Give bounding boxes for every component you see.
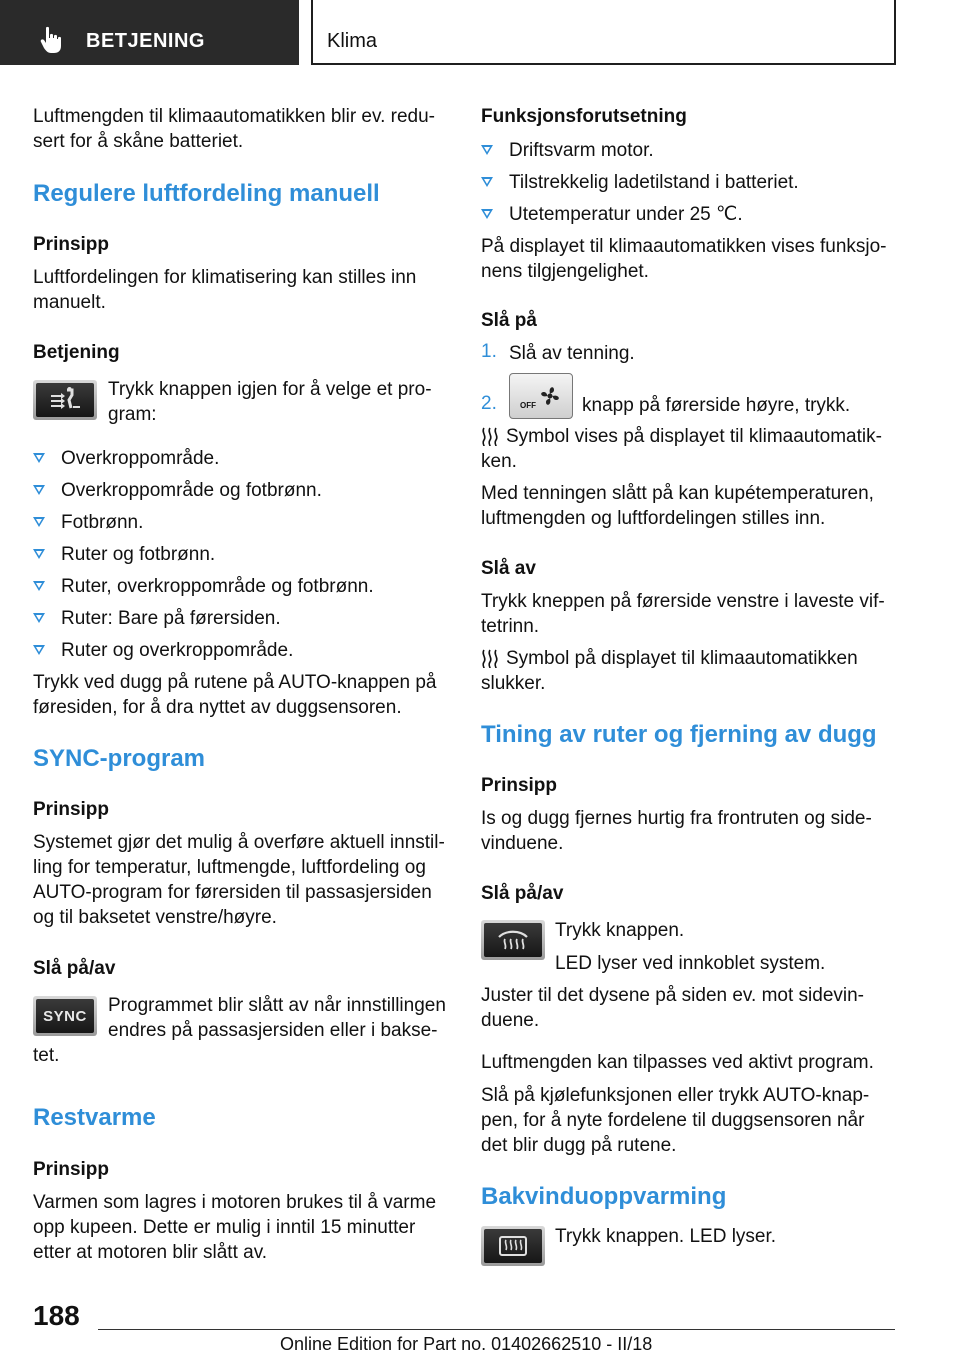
defrost-paragraph-2: Luftmengden kan tilpasses ved aktivt program. (481, 1052, 874, 1073)
step-text: Slå av tenning. (509, 343, 635, 364)
bullet-triangle-icon (33, 485, 45, 495)
section-title-restvarme: Restvarme (33, 1104, 156, 1131)
bullet-triangle-icon (33, 517, 45, 527)
front-defrost-icon (496, 927, 530, 953)
step-number: 2. (481, 393, 497, 414)
subheading-sla-pa-av: Slå på/av (33, 958, 116, 979)
hand-pointer-icon (40, 26, 64, 54)
bullet-triangle-icon (481, 177, 493, 187)
sync-button-text: Programmet blir slått av når innstillingen endres på passasjersiden eller i bakse- (108, 995, 446, 1041)
subheading-sla-pa-av: Slå på/av (481, 883, 564, 904)
section-tab (0, 0, 299, 65)
bullet-triangle-icon (481, 145, 493, 155)
defrost-button-text: Trykk knappen. (555, 920, 685, 941)
bakvindu-button-text: Trykk knappen. LED lyser. (555, 1226, 777, 1247)
front-defrost-button-icon (481, 920, 545, 960)
tining-prinsipp-paragraph: Is og dugg fjernes hurtig fra frontruten og side- vinduene. (481, 808, 872, 854)
bullet-triangle-icon (33, 645, 45, 655)
rear-defrost-button-icon (481, 1226, 545, 1266)
prinsipp-paragraph: Luftfordelingen for klimatisering kan stilles inn manuelt. (33, 267, 417, 313)
subheading-betjening: Betjening (33, 342, 120, 363)
page-number: 188 (33, 1300, 80, 1331)
on-paragraph: Med tenningen slått på kan kupétemperaturen, luftmengden og luftfordelingen stilles inn. (481, 483, 874, 529)
rear-defrost-icon (496, 1233, 530, 1259)
section-tab-label: BETJENING (86, 30, 205, 52)
restvarme-paragraph: Varmen som lagres i motoren brukes til å varme opp kupeen. Dette er mulig i inntil 15 minutter etter at motoren blir slått av. (33, 1192, 437, 1263)
fan-icon (538, 384, 562, 408)
sync-prinsipp-paragraph: Systemet gjør det mulig å overføre aktuell innstil- ling for temperatur, luftmengde, luftfordeling og AUTO-program for førersiden til passasjersiden og til baksetet venstre/høyre. (33, 832, 445, 928)
step-number: 1. (481, 341, 497, 362)
bullet-triangle-icon (481, 209, 493, 219)
subheading-sla-pa: Slå på (481, 310, 537, 331)
chapter-title: Klima (327, 30, 378, 52)
air-distribution-button-icon (33, 380, 97, 420)
section-title-sync: SYNC-program (33, 745, 206, 772)
defrost-led-text: LED lyser ved innkoblet system. (555, 953, 826, 974)
step-text: knapp på førerside høyre, trykk. (582, 395, 851, 416)
symbol-on-paragraph: Symbol vises på displayet til klimaautomatik- ken. (481, 426, 882, 472)
sync-button-text-tail: tet. (33, 1045, 60, 1066)
defrost-paragraph-1: Juster til det dysene på siden ev. mot sidevin- duene. (481, 985, 865, 1031)
restvarme-button-icon (509, 373, 573, 419)
off-label: OFF (520, 401, 536, 410)
sync-button-icon (33, 996, 97, 1036)
intro-paragraph: Luftmengden til klimaautomatikken blir ev. redu- sert for å skåne batteriet. (33, 106, 436, 152)
off-paragraph: Trykk kneppen på førerside venstre i laveste vif- tetrinn. (481, 591, 885, 637)
dugg-paragraph: Trykk ved dugg på rutene på AUTO-knappen på føresiden, for å dra nyttet av duggsensoren. (33, 672, 437, 718)
subheading-prinsipp: Prinsipp (33, 799, 110, 820)
bullet-triangle-icon (33, 613, 45, 623)
funksjon-paragraph: På displayet til klimaautomatikken vises funksjo- nens tilgjengelighet. (481, 236, 887, 282)
subheading-funksjonsforutsetning: Funksjonsforutsetning (481, 106, 687, 127)
footer-divider (98, 1329, 895, 1330)
subheading-sla-av: Slå av (481, 558, 536, 579)
section-title-luftfordeling: Regulere luftfordeling manuell (33, 180, 380, 207)
footer-edition: Online Edition for Part no. 01402662510 - II/18 (280, 1334, 653, 1354)
section-title-tining: Tining av ruter og fjerning av dugg (481, 721, 877, 748)
chapter-header (311, 0, 896, 65)
bullet-triangle-icon (33, 549, 45, 559)
bullet-triangle-icon (33, 453, 45, 463)
bullet-triangle-icon (33, 581, 45, 591)
subheading-prinsipp: Prinsipp (481, 775, 558, 796)
subheading-prinsipp: Prinsipp (33, 234, 110, 255)
defrost-paragraph-3: Slå på kjølefunksjonen eller trykk AUTO-knap- pen, for å nyte fordelene til duggsensoren når det blir dugg på rutene. (481, 1085, 870, 1156)
subheading-prinsipp: Prinsipp (33, 1159, 110, 1180)
sync-button-label: SYNC (43, 1007, 87, 1025)
betjening-button-text: Trykk knappen igjen for å velge et pro- gram: (108, 379, 432, 425)
symbol-off-paragraph: Symbol på displayet til klimaautomatikken slukker. (481, 648, 858, 694)
section-title-bakvindu: Bakvinduoppvarming (481, 1183, 727, 1210)
air-distribution-icon (45, 387, 85, 413)
